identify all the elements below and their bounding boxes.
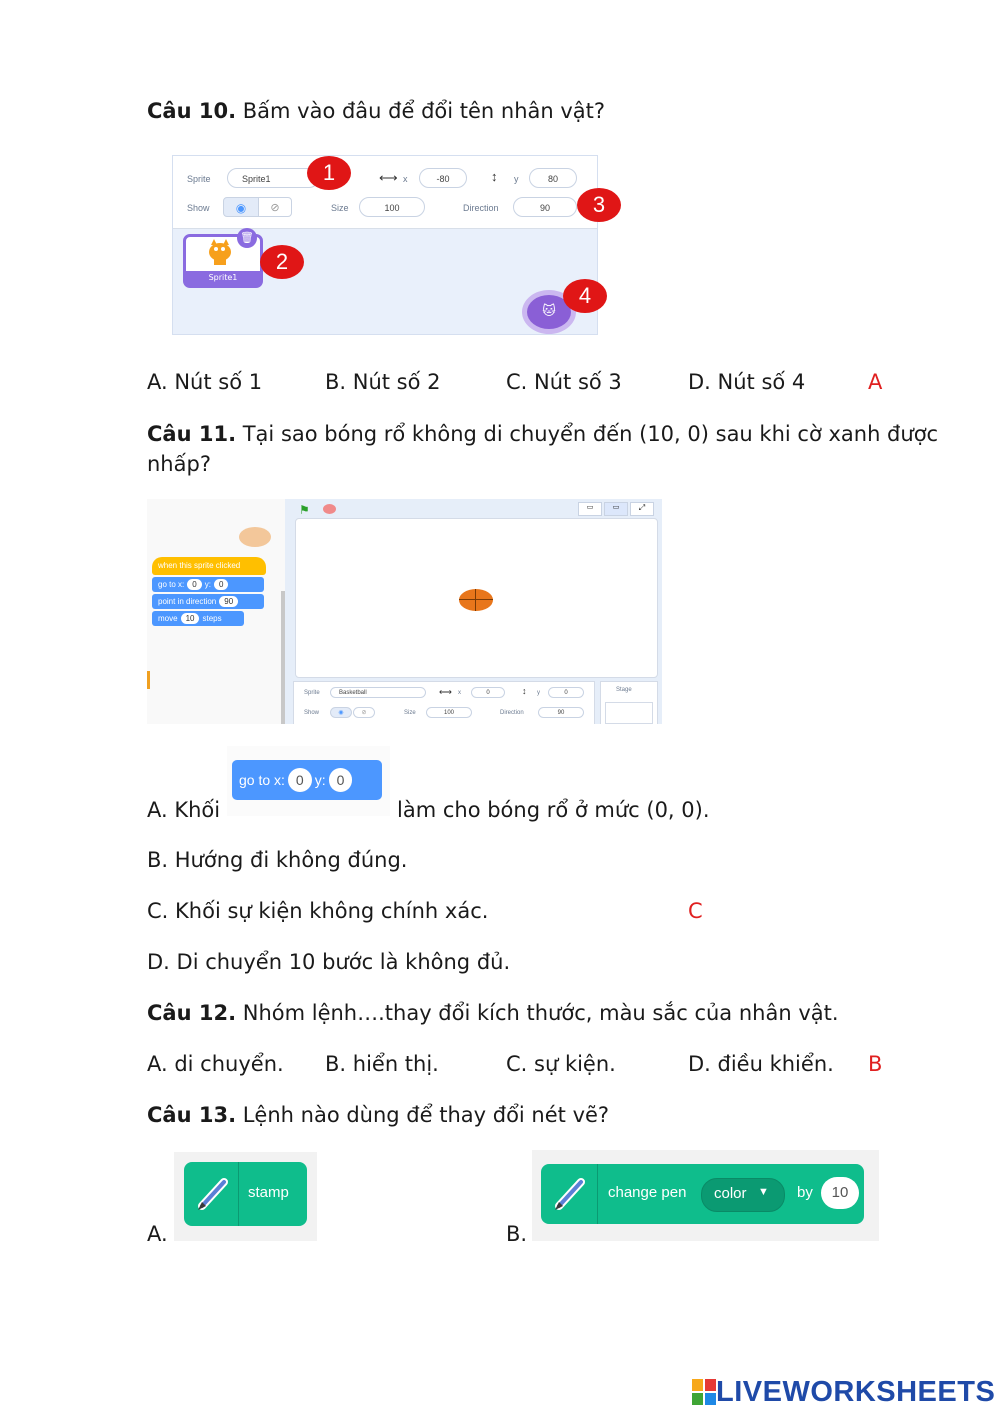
goto-x-value: 0 [187,579,201,590]
q13-option-a-label: A. [147,1222,168,1246]
sprite-label: Sprite [187,174,211,184]
x-label: x [403,174,408,184]
liveworksheets-logo-icon [692,1379,716,1405]
dropdown-arrow-icon: ▼ [758,1186,769,1198]
marker-2: 2 [260,245,304,279]
y-field: 80 [529,168,577,188]
show-visible-icon: ◉ [223,197,259,217]
sprite-name-field: Sprite1 [227,168,319,188]
q10-option-b: B. Nút số 2 [325,370,441,394]
q11-option-b: B. Hướng đi không đúng. [147,848,408,872]
q13-option-b-label: B. [506,1222,528,1246]
q11-option-a-prefix: A. Khối [147,798,221,822]
by-value: 10 [821,1177,859,1209]
question-text: Lệnh nào dùng để thay đổi nét vẽ? [242,1103,610,1127]
point-block [152,594,264,609]
sprite-name-field: Basketball [330,687,426,698]
vertical-arrow-icon: ↕ [491,169,498,184]
y-field: 0 [548,687,584,698]
goto-block [232,760,382,800]
show-hidden-icon: ⊘ [353,707,375,718]
q11-answer: C [688,899,703,923]
stage-canvas [295,518,658,678]
question-number: Câu 11. [147,422,237,446]
direction-label: Direction [463,203,499,213]
block-divider [597,1164,598,1224]
goto-x-value: 0 [288,768,312,792]
sprite-info-header [173,156,597,229]
show-hidden-icon: ⊘ [258,197,292,217]
dropdown-value: color [714,1185,747,1202]
q10-answer: A [868,370,883,394]
q11-option-d: D. Di chuyển 10 bước là không đủ. [147,950,511,974]
code-area [147,499,285,724]
question-number: Câu 12. [147,1001,237,1025]
q10-option-a: A. Nút số 1 [147,370,263,394]
large-stage-icon: ▭ [604,502,628,516]
green-flag-icon: ⚑ [299,503,310,517]
logo-text: LIVEWORKSHEETS [716,1375,996,1408]
scrollbar [281,591,285,724]
move-suffix: steps [202,614,222,623]
question-text: Nhóm lệnh….thay đổi kích thước, màu sắc của nhân vật. [242,1001,839,1025]
x-label: x [458,690,461,696]
basketball-sprite [459,589,493,611]
pen-icon [194,1176,234,1212]
question-number: Câu 10. [147,99,237,123]
stage-info [600,681,658,724]
question-text: Tại sao bóng rổ không di chuyển đến (10, 0) sau khi cờ xanh được nhấp? [147,422,939,476]
stamp-label: stamp [248,1184,289,1201]
q12-option-c: C. sự kiện. [506,1052,616,1076]
size-label: Size [404,710,416,716]
show-label: Show [187,203,210,213]
q10-option-d: D. Nút số 4 [688,370,806,394]
size-label: Size [331,203,349,213]
question-12 [147,998,839,1028]
q11-option-a-suffix: làm cho bóng rổ ở mức (0, 0). [397,798,710,822]
goto-y-label: y: [204,580,211,589]
scroll-marker [147,671,150,689]
scratch-stage-image [147,499,662,724]
show-label: Show [304,710,320,716]
basketball-thumbnail-icon [239,527,271,547]
sprite-card-label: Sprite1 [186,271,260,285]
point-label: point in direction [158,597,217,606]
q11-option-c: C. Khối sự kiện không chính xác. [147,899,489,923]
event-block: when this sprite clicked [152,557,266,575]
goto-block [152,577,264,592]
direction-label: Direction [500,710,524,716]
by-label: by [797,1184,813,1201]
goto-label: go to x: [239,772,285,788]
block-divider [238,1162,239,1226]
direction-field: 90 [538,707,584,718]
horizontal-arrow-icon: ⟷ [379,170,398,185]
change-pen-block-image [532,1150,879,1241]
sprite-info [293,681,595,724]
move-label: move [158,614,178,623]
question-11 [147,419,947,479]
q12-option-b: B. hiển thị. [325,1052,439,1076]
stamp-block-image [174,1152,317,1241]
goto-y-value: 0 [329,768,353,792]
goto-block-image [227,746,390,816]
liveworksheets-logo [692,1372,995,1412]
size-field: 100 [359,197,425,217]
q12-option-a: A. di chuyển. [147,1052,284,1076]
sprite-info-panel-image [172,155,606,335]
question-text: Bấm vào đâu để đổi tên nhân vật? [242,99,606,123]
q12-answer: B [868,1052,883,1076]
horizontal-arrow-icon: ⟷ [439,687,452,697]
goto-label: go to x: [158,580,185,589]
marker-1: 1 [307,156,351,190]
pen-param-dropdown [701,1178,785,1212]
change-pen-label: change pen [608,1184,687,1201]
stage-thumbnail [605,702,653,724]
move-block [152,611,244,626]
stop-icon [323,504,336,514]
choose-sprite-icon: 🐱 [527,295,571,329]
pen-icon [551,1176,591,1212]
y-label: y [514,174,519,184]
small-stage-icon: ▭ [578,502,602,516]
x-field: 0 [471,687,505,698]
marker-3: 3 [577,188,621,222]
goto-y-value: 0 [214,579,228,590]
q12-option-d: D. điều khiển. [688,1052,834,1076]
change-pen-block [541,1164,864,1224]
q10-option-c: C. Nút số 3 [506,370,622,394]
question-number: Câu 13. [147,1103,237,1127]
y-label: y [537,690,540,696]
vertical-arrow-icon: ↕ [522,686,527,696]
stamp-block [184,1162,307,1226]
question-13 [147,1100,609,1130]
point-value: 90 [219,596,238,607]
direction-field: 90 [513,197,577,217]
trash-icon: 🗑 [237,228,257,248]
stage-label: Stage [616,687,632,693]
question-10 [147,96,605,126]
sprite-label: Sprite [304,690,320,696]
goto-y-label: y: [314,772,326,788]
show-visible-icon: ◉ [330,707,352,718]
x-field: -80 [419,168,467,188]
marker-4: 4 [563,279,607,313]
move-value: 10 [181,613,200,624]
fullscreen-icon: ⤢ [630,502,654,516]
size-field: 100 [426,707,472,718]
